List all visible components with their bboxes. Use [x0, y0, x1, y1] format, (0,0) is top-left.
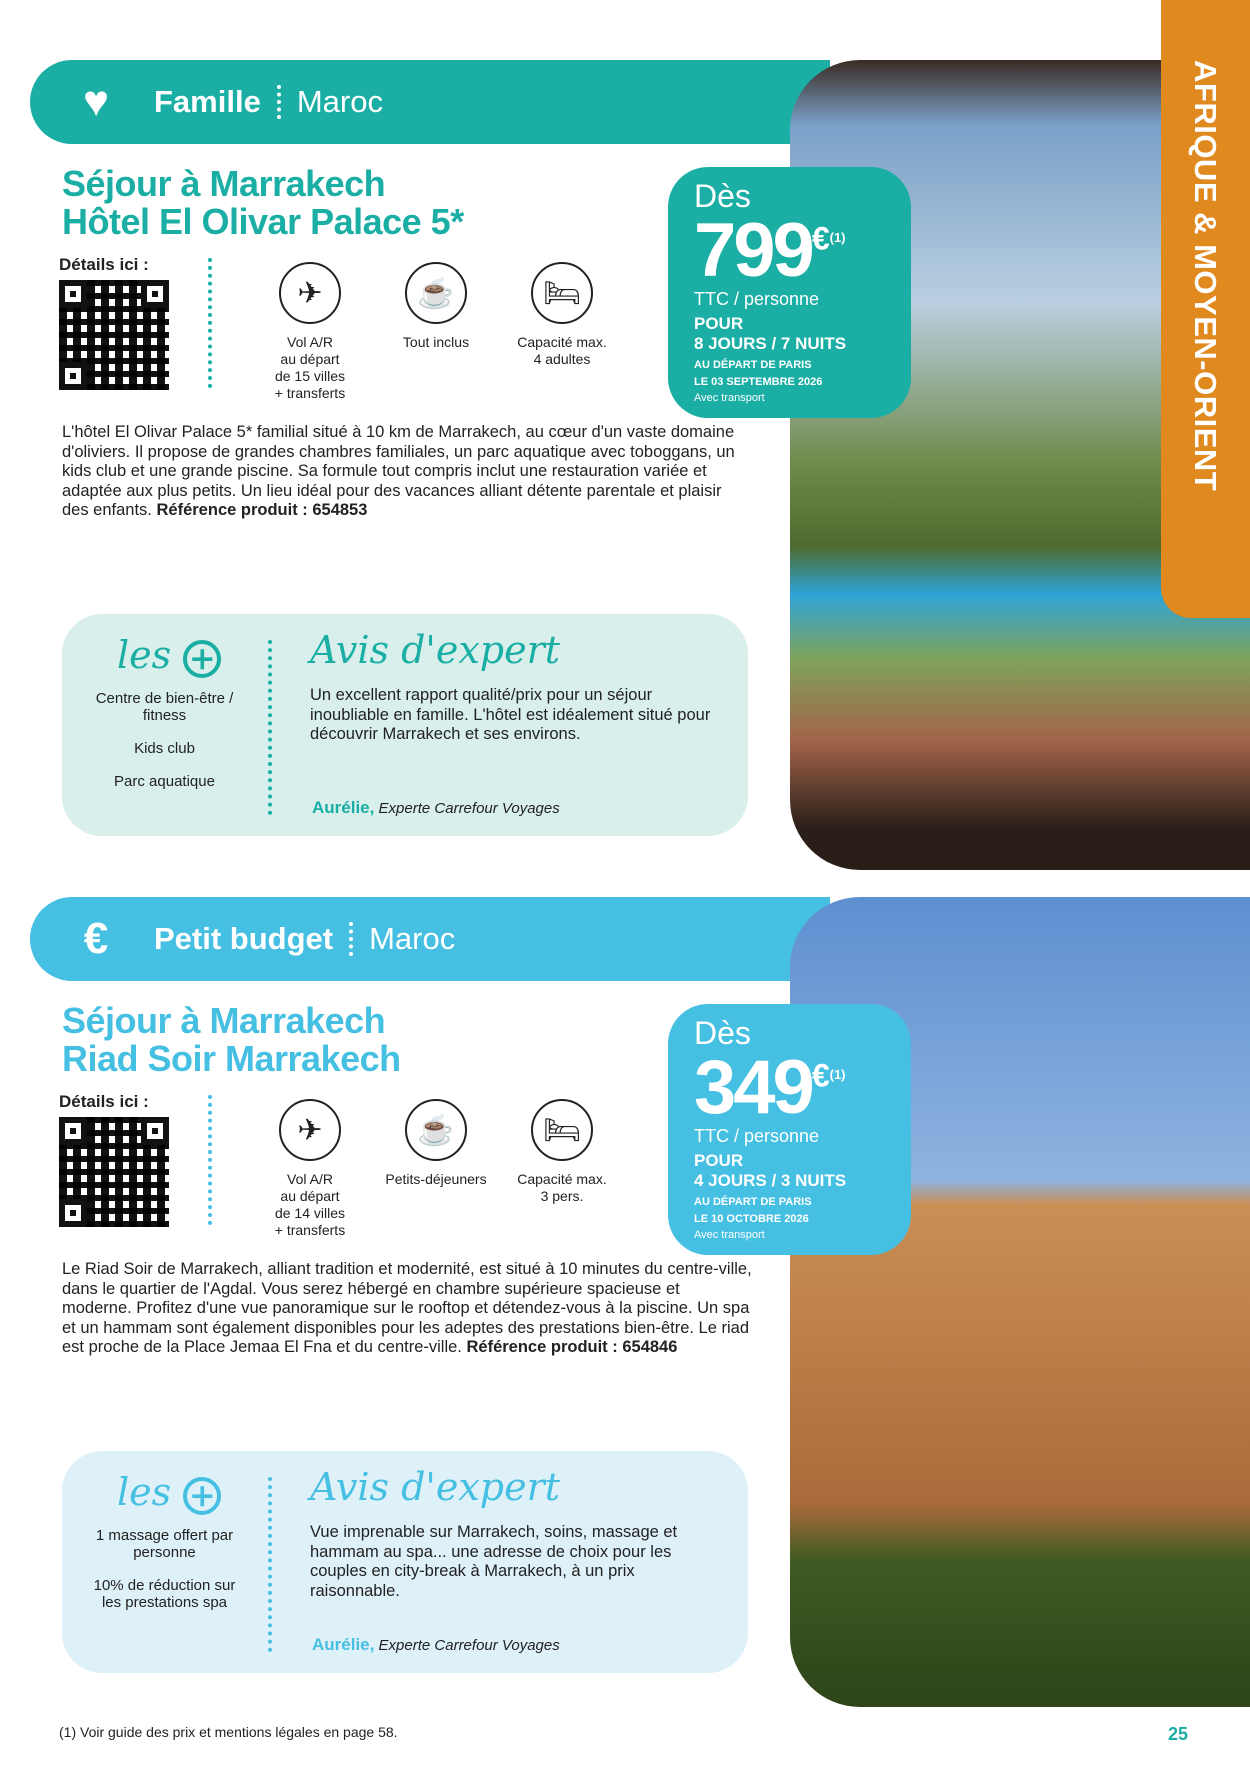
title-line: Séjour à Marrakech	[62, 1000, 386, 1041]
price-note: (1)	[829, 230, 846, 245]
expert-title: Experte Carrefour Voyages	[378, 1637, 560, 1654]
price-value: 799	[694, 208, 812, 293]
feature-label: Vol A/R au départ de 14 villes + transferts	[274, 1171, 346, 1238]
pour: POUR	[694, 1151, 744, 1170]
les-plus-list	[82, 690, 247, 806]
price-duration	[694, 1151, 885, 1191]
les-label: les	[117, 1470, 172, 1514]
feature-label: Capacité max. 4 adultes	[517, 334, 607, 367]
feature-label: Capacité max. 3 pers.	[517, 1171, 607, 1204]
product-reference: Référence produit : 654853	[156, 501, 368, 519]
feature-label: Vol A/R au départ de 15 villes + transferts	[274, 334, 346, 401]
feature-item	[377, 262, 495, 351]
pour: POUR	[694, 314, 744, 333]
price-from: Dès	[694, 1015, 751, 1051]
category-banner	[30, 897, 830, 981]
expert-signature	[312, 1635, 560, 1655]
price-duration	[694, 314, 885, 354]
les-label: les	[117, 633, 172, 677]
section-tab	[1161, 0, 1250, 618]
highlights-box	[62, 1451, 748, 1673]
avis-text: Vue imprenable sur Marrakech, soins, massage et hammam au spa... une adresse de choix pour les couples en city-break à Marrakech, à un prix raisonnable.	[310, 1523, 678, 1600]
divider	[268, 640, 272, 815]
bed-icon: 🛏	[531, 1099, 593, 1161]
feature-label: Tout inclus	[402, 334, 470, 350]
footnote: (1) Voir guide des prix et mentions légales en page 58.	[59, 1724, 398, 1740]
feature-item	[503, 1099, 621, 1205]
expert-title: Experte Carrefour Voyages	[378, 800, 560, 817]
price-amount	[694, 1045, 885, 1130]
divider	[208, 258, 212, 388]
offer-title	[62, 165, 464, 241]
bed-icon: 🛏	[531, 262, 593, 324]
offer-description	[62, 423, 752, 521]
les-plus-item: 10% de réduction sur les prestations spa	[93, 1577, 236, 1611]
category-label: Famille	[154, 84, 261, 119]
plane-icon: ✈	[279, 262, 341, 324]
les-plus-list	[82, 1527, 247, 1627]
divider	[268, 1477, 272, 1652]
departure-city: AU DÉPART DE PARIS	[694, 1196, 812, 1208]
feature-item	[377, 1099, 495, 1188]
duration: 8 JOURS / 7 NUITS	[694, 334, 847, 353]
qr-code[interactable]	[59, 280, 169, 390]
price-unit: TTC / personne	[694, 289, 820, 309]
expert-signature	[312, 798, 560, 818]
details-label: Détails ici :	[59, 255, 149, 274]
product-reference: Référence produit : 654846	[466, 1338, 678, 1356]
les-plus-heading	[117, 1469, 221, 1515]
avis-heading: Avis d'expert	[310, 628, 561, 672]
destination-label: Maroc	[296, 84, 383, 119]
transport-note: Avec transport	[694, 1229, 765, 1241]
euro-icon: €	[83, 914, 109, 963]
section-tab-label: AFRIQUE & MOYEN-ORIENT	[1188, 60, 1223, 492]
offer-description	[62, 1260, 752, 1358]
departure	[694, 357, 885, 391]
plane-icon: ✈	[279, 1099, 341, 1161]
transport-note: Avec transport	[694, 392, 765, 404]
highlights-box	[62, 614, 748, 836]
les-plus-item: Kids club	[134, 740, 195, 757]
category-label: Petit budget	[154, 921, 334, 956]
price-from: Dès	[694, 178, 751, 214]
feature-item	[251, 262, 369, 402]
les-plus-item: Parc aquatique	[114, 773, 215, 790]
expert-name: Aurélie,	[312, 1635, 375, 1654]
departure-date: LE 03 SEPTEMBRE 2026	[694, 376, 823, 388]
price-note: (1)	[829, 1067, 846, 1082]
duration: 4 JOURS / 3 NUITS	[694, 1171, 847, 1190]
plus-icon: +	[183, 640, 221, 678]
price-unit: TTC / personne	[694, 1126, 820, 1146]
price-box	[668, 167, 911, 418]
departure	[694, 1194, 885, 1228]
price-box	[668, 1004, 911, 1255]
feature-label: Petits-déjeuners	[385, 1171, 487, 1187]
price-currency: €	[811, 220, 830, 257]
description-text: Le Riad Soir de Marrakech, alliant tradition et modernité, est situé à 10 minutes du centre-ville, dans le quartier de l'Agdal. Vous serez hébergé en chambre supérieure spacieuse et moderne. Profitez d'une vue panoramique sur le rooftop et détendez-vous à la piscine. Un spa et un hammam sont également disponibles pour les adeptes des prestations bien-être. Le riad est proche de la Place Jemaa El Fna et du centre-ville.	[62, 1260, 752, 1356]
category-banner	[30, 60, 830, 144]
title-line: Séjour à Marrakech	[62, 163, 386, 204]
offer-title	[62, 1002, 401, 1078]
price-value: 349	[694, 1045, 812, 1130]
les-plus-item: Centre de bien-être / fitness	[95, 690, 234, 724]
divider	[277, 85, 281, 119]
details-label: Détails ici :	[59, 1092, 149, 1111]
divider	[208, 1095, 212, 1225]
les-plus-item: 1 massage offert par personne	[95, 1527, 234, 1561]
divider	[349, 922, 353, 956]
les-plus-heading	[117, 632, 221, 678]
plus-icon: +	[183, 1477, 221, 1515]
avis-heading: Avis d'expert	[310, 1465, 561, 1509]
feature-item	[251, 1099, 369, 1239]
avis-text: Un excellent rapport qualité/prix pour un séjour inoubliable en famille. L'hôtel est idéalement situé pour découvrir Marrakech et ses environs.	[310, 686, 711, 743]
qr-code[interactable]	[59, 1117, 169, 1227]
destination-label: Maroc	[369, 921, 456, 956]
cup-icon: ☕	[405, 1099, 467, 1161]
price-currency: €	[811, 1057, 830, 1094]
expert-name: Aurélie,	[312, 798, 375, 817]
price-amount	[694, 208, 885, 293]
title-line: Hôtel El Olivar Palace 5*	[62, 201, 464, 242]
title-line: Riad Soir Marrakech	[62, 1038, 401, 1079]
departure-city: AU DÉPART DE PARIS	[694, 359, 812, 371]
cup-icon: ☕	[405, 262, 467, 324]
heart-icon: ♥	[82, 77, 110, 126]
page-number: 25	[1168, 1724, 1189, 1744]
description-text: L'hôtel El Olivar Palace 5* familial situé à 10 km de Marrakech, au cœur d'un vaste domaine d'oliviers. Il propose de grandes chambres familiales, un parc aquatique avec toboggans, un kids club et une grande piscine. Sa formule tout compris inclut une restauration variée et adaptée aux plus petits. Un lieu idéal pour des vacances alliant détente parentale et plaisir des enfants.	[62, 423, 735, 519]
departure-date: LE 10 OCTOBRE 2026	[694, 1213, 809, 1225]
feature-item	[503, 262, 621, 368]
